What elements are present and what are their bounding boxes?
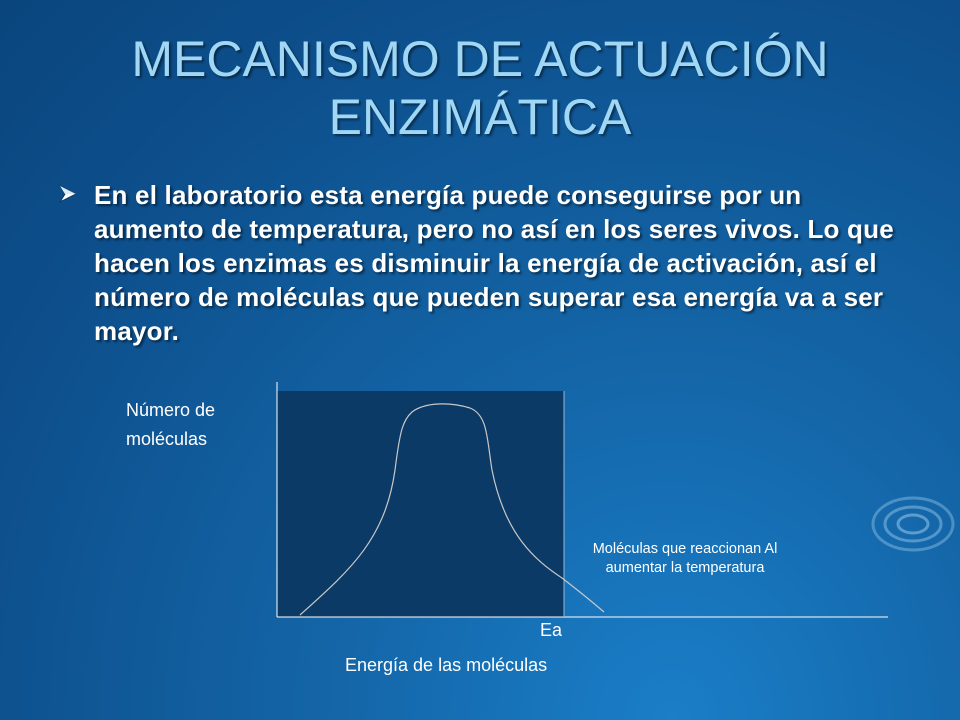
water-ripple-decoration	[868, 486, 958, 566]
bullet-text: En el laboratorio esta energía puede conseguirse por un aumento de temperatura, pero no así en los seres vivos. Lo que hacen los enzimas es disminuir la energía de activación, así el número de moléculas que pueden superar esa energía va a ser mayor.	[94, 180, 894, 346]
slide-title: MECANISMO DE ACTUACIÓN ENZIMÁTICA	[131, 31, 829, 145]
reacting-molecules-note: Moléculas que reaccionan Al aumentar la temperatura	[592, 541, 778, 576]
ea-label: Ea	[540, 620, 563, 640]
distribution-curve	[300, 404, 604, 615]
y-axis-label: Número de moléculas	[126, 400, 216, 449]
x-axis-label: Energía de las moléculas	[345, 655, 548, 675]
